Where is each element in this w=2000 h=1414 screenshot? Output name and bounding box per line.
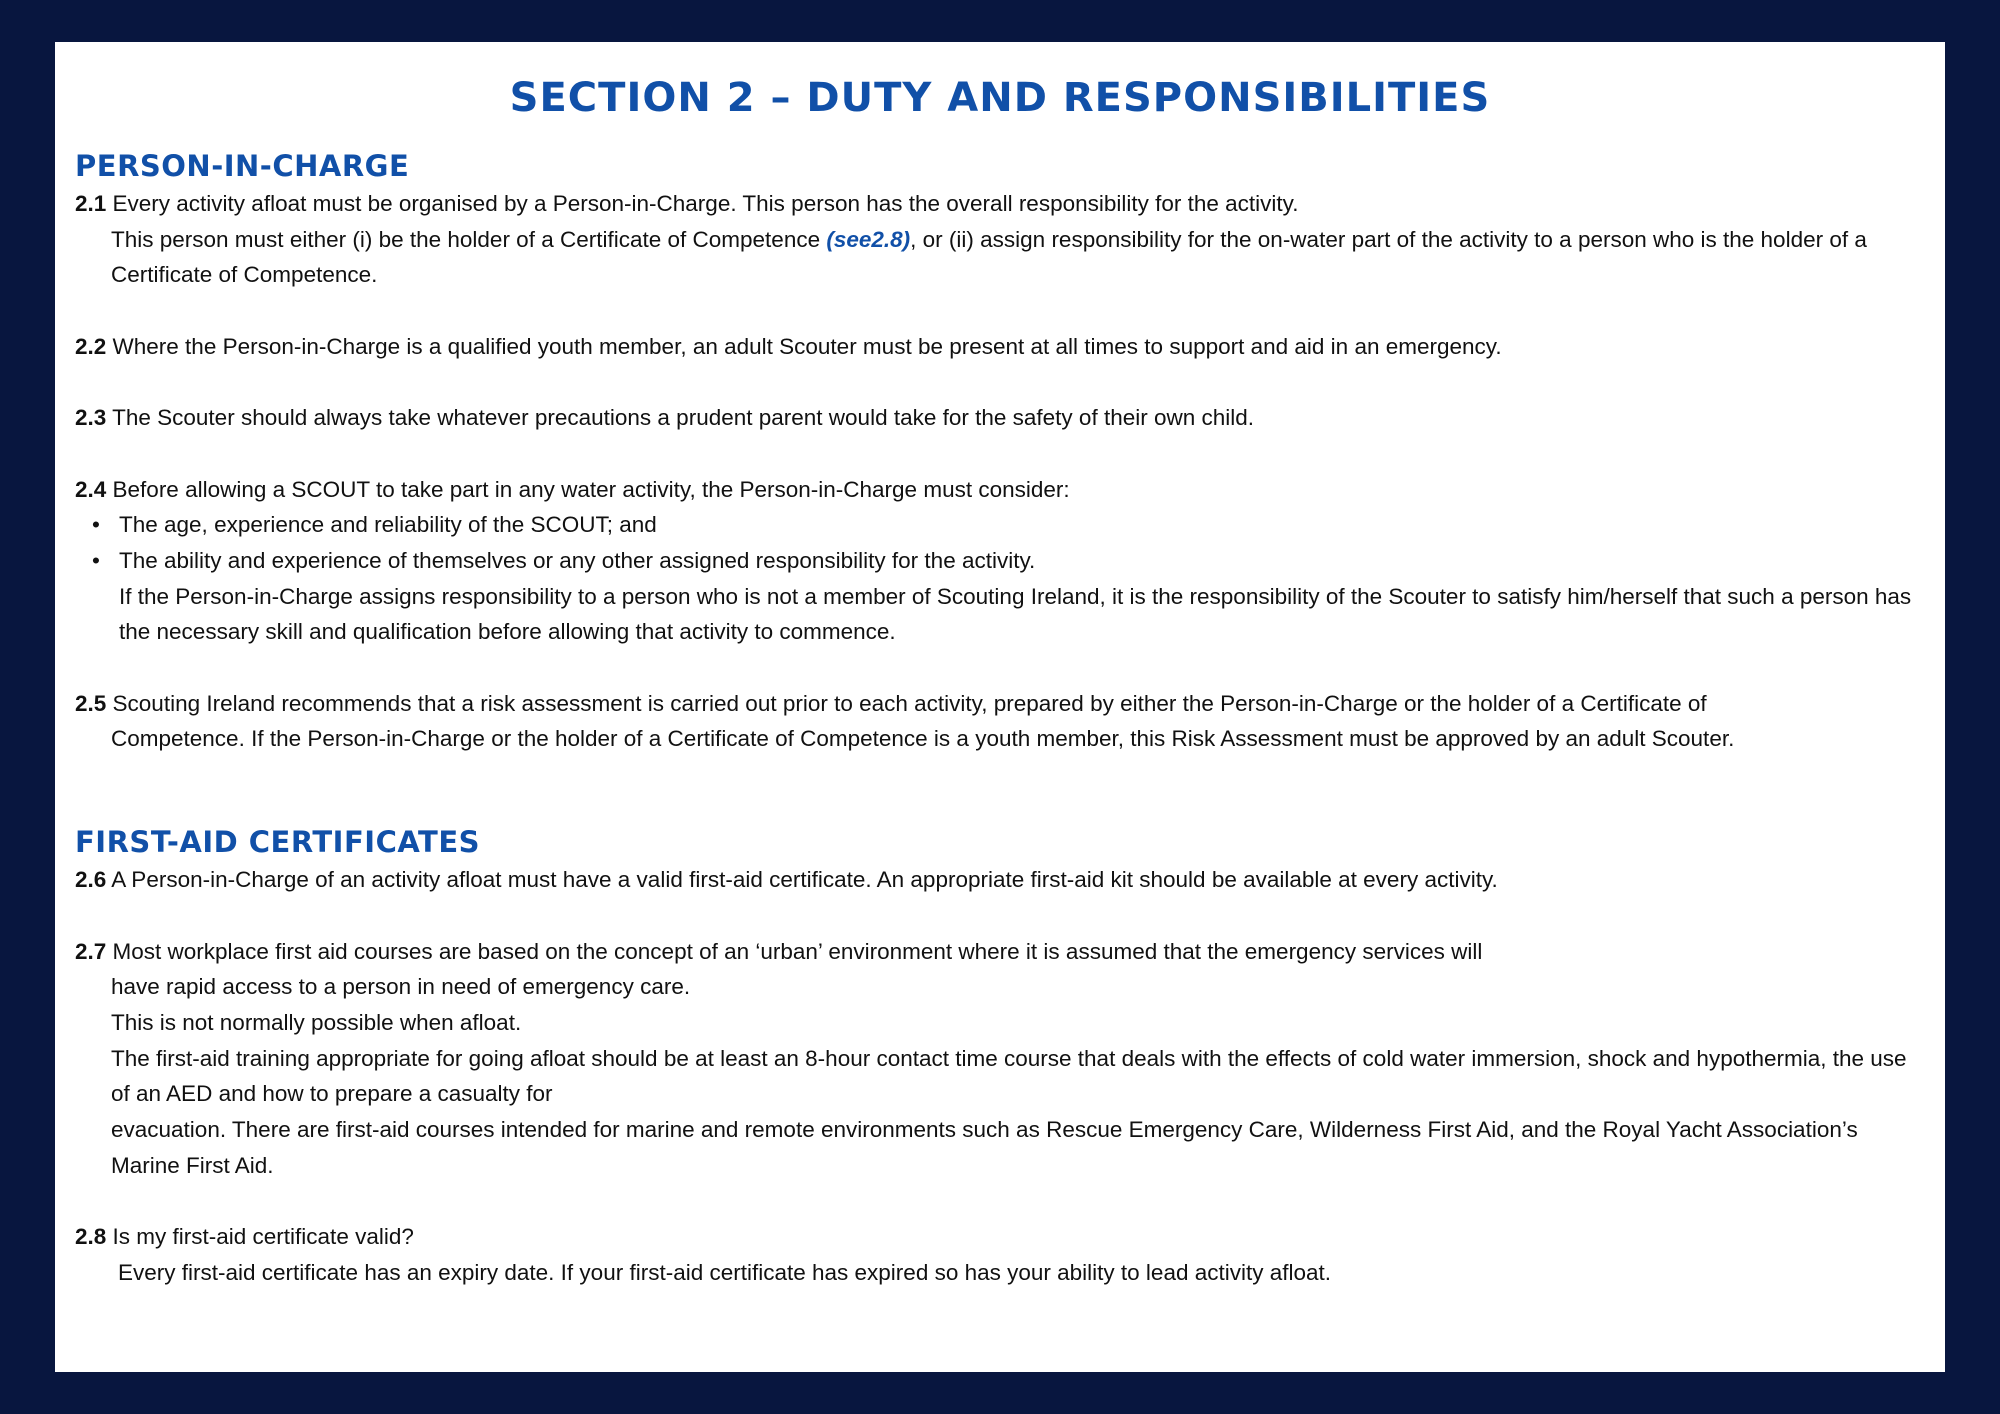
paragraph-2-7: [75, 934, 1925, 970]
clause-text: Before allowing a SCOUT to take part in any water activity, the Person-in-Charge must consider:: [106, 476, 1070, 502]
clause-number: 2.3: [75, 405, 107, 431]
page-title: SECTION 2 – DUTY AND RESPONSIBILITIES: [509, 75, 1491, 121]
bullet-text: The ability and experience of themselves or any other assigned responsibility for the activity.: [119, 547, 1036, 573]
paragraph-2-3: [75, 400, 1925, 436]
paragraph-2-8-continued: Every first-aid certificate has an expiry date. If your first-aid certificate has expired so has your ability to lead activity afloat.: [118, 1259, 1332, 1285]
paragraph-2-8: [75, 1219, 1925, 1255]
clause-number: 2.4: [75, 476, 107, 502]
paragraph-2-6: [75, 862, 1925, 898]
document-page: [55, 42, 1945, 1372]
clause-text: This person must either (i) be the holder of a Certificate of Competence: [111, 226, 827, 252]
bullet-icon: •: [92, 547, 100, 573]
spacer: [75, 436, 1925, 472]
paragraph-2-1-continued: [75, 222, 1925, 293]
spacer: [75, 293, 1925, 329]
clause-text: A Person-in-Charge of an activity afloat must have a valid first-aid certificate. An appropriate first-aid kit should be available at every activity.: [106, 867, 1498, 893]
paragraph-2-1: [75, 186, 1925, 222]
clause-text: Scouting Ireland recommends that a risk assessment is carried out prior to each activity, prepared by either the Person-in-Charge or the holder of a Certificate of: [106, 690, 1707, 716]
section-heading-first-aid: FIRST-AID CERTIFICATES: [75, 825, 481, 860]
paragraph-2-4: [75, 472, 1925, 508]
clause-number: 2.2: [75, 333, 107, 359]
paragraph-2-7-continued: The first-aid training appropriate for going afloat should be at least an 8-hour contact time course that deals with the effects of cold water immersion, shock and hypothermia, the use of an AED and how to prepare a casualty for: [111, 1045, 1907, 1107]
clause-number: 2.7: [75, 938, 107, 964]
bullet-item: [75, 507, 1925, 543]
bullet-text: The age, experience and reliability of the SCOUT; and: [119, 512, 657, 538]
cross-reference-link[interactable]: (see2.8): [826, 226, 911, 252]
clause-number: 2.8: [75, 1224, 107, 1250]
paragraph-2-7-continued: This is not normally possible when afloat.: [111, 1009, 522, 1035]
spacer: [75, 365, 1925, 401]
clause-text: Where the Person-in-Charge is a qualified youth member, an adult Scouter must be present at all times to support and aid in an emergency.: [106, 333, 1502, 359]
clause-number: 2.5: [75, 690, 107, 716]
spacer: [75, 898, 1925, 934]
paragraph-2-2: [75, 329, 1925, 365]
spacer: [75, 650, 1925, 686]
paragraph-2-7-continued: have rapid access to a person in need of emergency care.: [111, 974, 691, 1000]
clause-number: 2.1: [75, 191, 107, 216]
paragraph-2-7-continued: evacuation. There are first-aid courses intended for marine and remote environments such as Rescue Emergency Care, Wilderness First Aid, and the Royal Yacht Association’s Marine First Aid.: [111, 1117, 1858, 1178]
bullet-item: [75, 543, 1925, 579]
paragraph-2-5-continued: Competence. If the Person-in-Charge or the holder of a Certificate of Competence is a youth member, this Risk Assessment must be approved by an adult Scouter.: [111, 726, 1735, 752]
clause-text: Every activity afloat must be organised by a Person-in-Charge. This person has the overall responsibility for the activity.: [106, 191, 1299, 216]
clause-text: The Scouter should always take whatever precautions a prudent parent would take for the safety of their own child.: [106, 405, 1255, 431]
spacer: [75, 1184, 1925, 1220]
paragraph-2-5: [75, 686, 1925, 722]
clause-number: 2.6: [75, 867, 107, 893]
clause-text: Most workplace first aid courses are based on the concept of an ‘urban’ environment where it is assumed that the emergency services will: [106, 938, 1483, 964]
bullet-icon: •: [92, 512, 100, 538]
paragraph-2-4-continued: If the Person-in-Charge assigns responsibility to a person who is not a member of Scouting Ireland, it is the responsibility of the Scouter to satisfy him/herself that such a person has the necessary skill and qualification before allowing that activity to commence.: [119, 583, 1912, 645]
clause-text: , or (ii) assign responsibility for the on-water part of the activity to a person who is the holder of a Certificate of Competence.: [111, 226, 1867, 288]
clause-text: Is my first-aid certificate valid?: [106, 1224, 414, 1250]
section-heading-person-in-charge: PERSON-IN-CHARGE: [75, 149, 410, 183]
